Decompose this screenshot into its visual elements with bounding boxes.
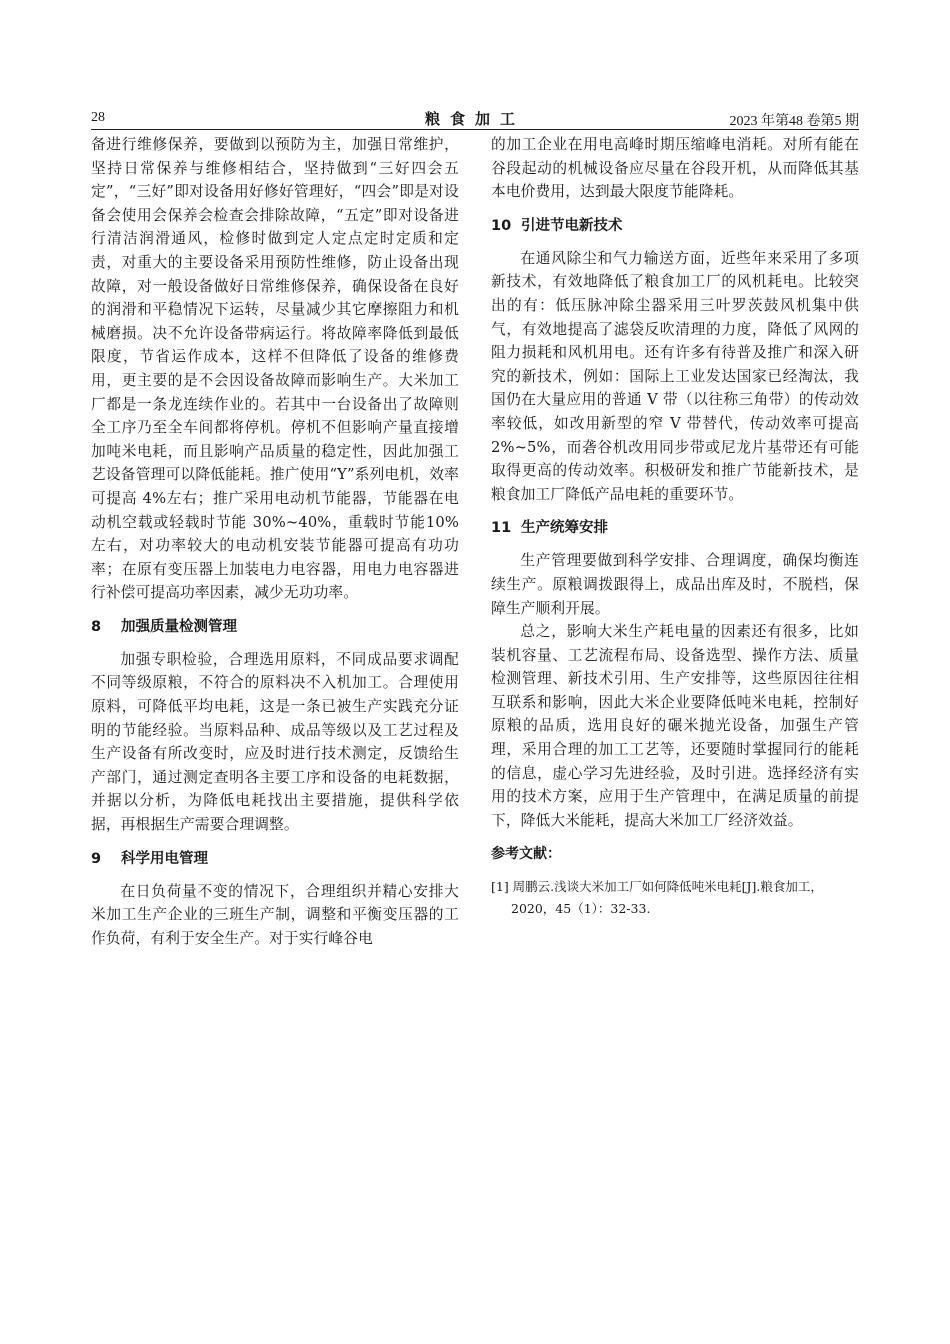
- section-number: 8: [91, 618, 102, 635]
- section-heading-9: [91, 847, 459, 871]
- journal-title: 粮食加工: [424, 110, 525, 128]
- section-number: 9: [91, 850, 102, 867]
- paragraph-continued: 备进行维修保养，要做到以预防为主，加强日常维护，坚持日常保养与维修相结合，坚持做到“三好四会五定”，“三好”即对设备用好修好管理好，“四会”即是对设备会使用会保养会检查会排除故障，“五定”即对设备进行清洁润滑通风，检修时做到定人定点定时定质和定责，对重大的主要设备采用预防性维修，防止设备出现故障，对一般设备做好日常维修保养，确保设备在良好的润滑和平稳情况下运转，尽量减少其它摩擦阻力和机械磨损。决不允许设备带病运行。将故障率降低到最低限度，节省运作成本，这样不但降低了设备的维修费用，更主要的是不会因设备故障而影响生产。大米加工厂都是一条龙连续作业的。若其中一台设备出了故障则全工序乃至全车间都将停机。停机不但影响产量直接增加吨米电耗，而且影响产品质量的稳定性，因此加强工艺设备管理可以降低能耗。推广使用“Y”系列电机，效率可提高 4%左右；推广采用电动机节能器，节能器在电动机空载或轻载时节能 30%~40%，重载时节能10%左右，对功率较大的电动机安装节能器可提高有功功率；在原有变压器上加装电力电容器，用电力电容器进行补偿可提高功率因素，减少无功功率。: [91, 136, 459, 602]
- section-heading-8: [91, 615, 459, 639]
- paragraph-continued: 的加工企业在用电高峰时期压缩峰电消耗。对所有能在谷段起动的机械设备应尽量在谷段开机，从而降低其基本电价费用，达到最大限度节能降耗。: [491, 136, 859, 201]
- left-column: [91, 133, 459, 950]
- header-rule: [91, 129, 859, 130]
- section-title: 加强质量检测管理: [121, 618, 237, 635]
- section-number: 11: [491, 520, 512, 537]
- right-column: [491, 133, 859, 920]
- section-number: 10: [491, 217, 512, 234]
- section-title: 科学用电管理: [121, 850, 208, 867]
- paragraph: 加强专职检验，合理选用原料，不同成品要求调配不同等级原粮，不符合的原料决不入机加工。合理使用原料，可降低平均电耗，这是一条已被生产实践充分证明的节能经验。当原料品种、成品等级以及工艺过程及生产设备有所改变时，应及时进行技术测定，反馈给生产部门，通过测定查明各主要工序和设备的电耗数据，并据以分析，为降低电耗找出主要措施，提供科学依据，再根据生产需要合理调整。: [91, 650, 459, 834]
- section-heading-11: [491, 516, 859, 540]
- paragraph: 在通风除尘和气力输送方面，近些年来采用了多项新技术，有效地降低了粮食加工厂的风机耗电。比较突出的有：低压脉冲除尘器采用三叶罗茨鼓风机集中供气，有效地提高了滤袋反吹清理的力度，降低了风网的阻力损耗和风机用电。还有许多有待普及推广和深入研究的新技术，例如：国际上工业发达国家已经淘汰，我国仍在大量应用的普通 V 带（以往称三角带）的传动效率较低，如改用新型的窄 V 带替代，传动效率可提高 2%~5%，而砻谷机改用同步带或尼龙片基带还有可能取得更高的传动效率。积极研发和推广节能新技术，是粮食加工厂降低产品电耗的重要环节。: [491, 249, 859, 503]
- running-header: [91, 108, 859, 130]
- references-heading: 参考文献：: [491, 846, 561, 863]
- reference-item: [1] 周鹏云.浅谈大米加工厂如何降低吨米电耗[J].粮食加工，2020，45（1）：32-33.: [491, 879, 823, 917]
- section-heading-10: [491, 214, 859, 238]
- page-number: 28: [91, 110, 105, 125]
- section-title: 引进节电新技术: [521, 217, 623, 234]
- paragraph: 生产管理要做到科学安排、合理调度，确保均衡连续生产。原粮调拨跟得上，成品出库及时，不脱档，保障生产顺利开展。: [491, 552, 859, 617]
- paragraph: 在日负荷量不变的情况下，合理组织并精心安排大米加工生产企业的三班生产制，调整和平衡变压器的工作负荷，有利于安全生产。对于实行峰谷电: [91, 882, 459, 947]
- section-title: 生产统筹安排: [521, 520, 608, 537]
- paragraph: 总之，影响大米生产耗电量的因素还有很多，比如装机容量、工艺流程布局、设备选型、操作方法、质量检测管理、新技术引用、生产安排等，这些原因往往相互联系和影响，因此大米企业要降低吨米电耗，控制好原粮的品质，选用良好的碾米抛光设备，加强生产管理，采用合理的加工工艺等，还要随时掌握同行的能耗的信息，虚心学习先进经验，及时引进。选择经济有实用的技术方案，应用于生产管理中，在满足质量的前提下，降低大米能耗，提高大米加工厂经济效益。: [491, 623, 859, 829]
- issue-info: 2023 年第48 卷第5 期: [729, 114, 859, 129]
